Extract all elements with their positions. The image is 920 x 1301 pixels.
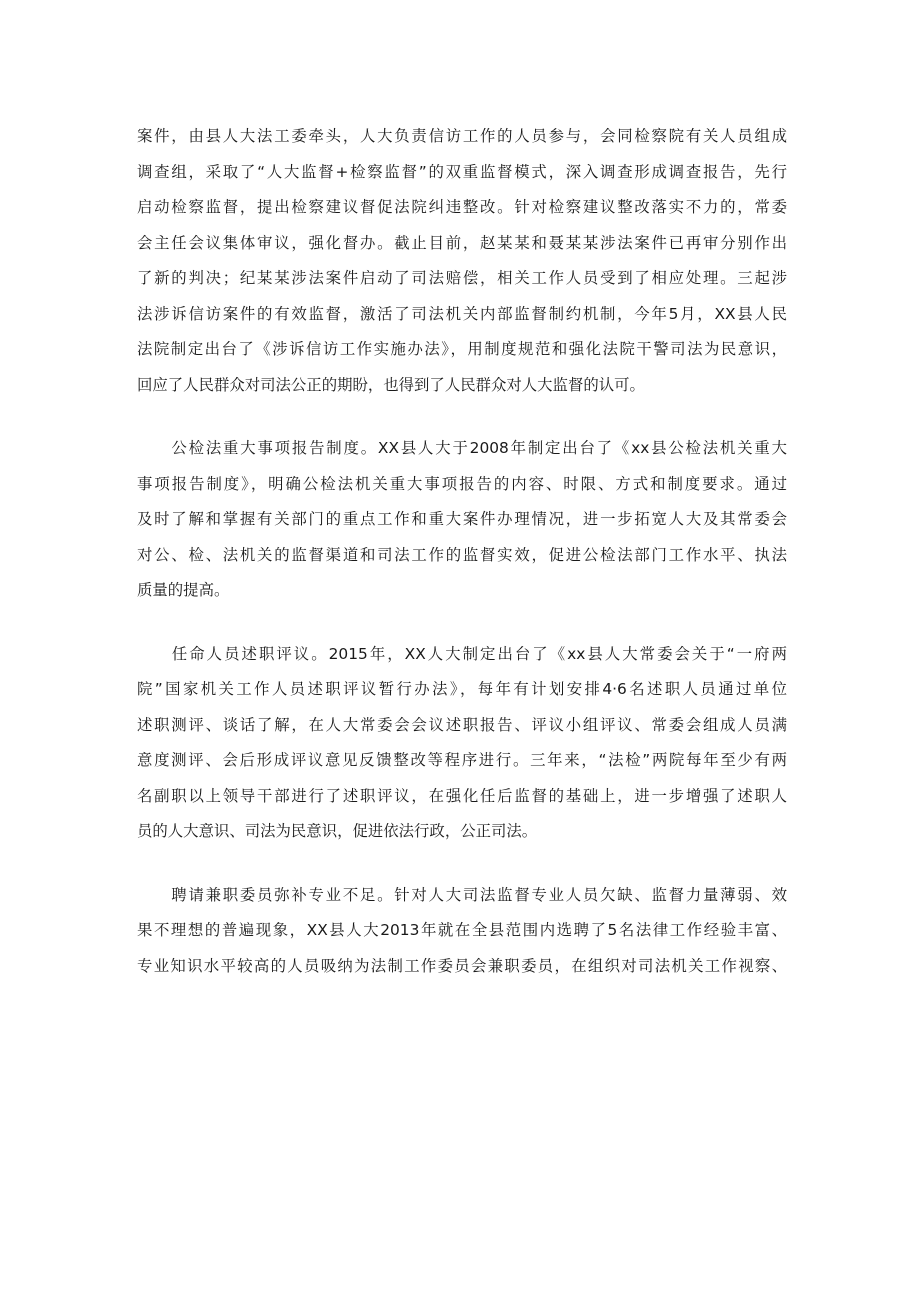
text-line: 启动检察监督，提出检察建议督促法院纠违整改。针对检察建议整改落实不力的，常委 <box>137 198 787 216</box>
text-line: 任命人员述职评议。2015年，XX人大制定出台了《xx县人大常委会关于“一府两 <box>137 644 787 663</box>
paragraph-major-matters-report <box>137 431 787 609</box>
paragraph-case-supervision <box>137 119 787 403</box>
text-line: 员的人大意识、司法为民意识，促进依法行政，公正司法。 <box>137 822 538 840</box>
text-line: 调查组，采取了“人大监督+检察监督”的双重监督模式，深入调查形成调查报告，先行 <box>137 162 787 181</box>
text-line: 了新的判决；纪某某涉法案件启动了司法赔偿，相关工作人员受到了相应处理。三起涉 <box>137 269 787 287</box>
text-line: 果不理想的普遍现象，XX县人大2013年就在全县范围内选聘了5名法律工作经验丰富、 <box>137 921 787 939</box>
text-line: 名副职以上领导干部进行了述职评议，在强化任后监督的基础上，进一步增强了述职人 <box>137 786 787 805</box>
text-line: 述职测评、谈话了解，在人大常委会会议述职报告、评议小组评议、常委会组成人员满 <box>137 715 787 734</box>
text-line: 事项报告制度》，明确公检法机关重大事项报告的内容、时限、方式和制度要求。通过 <box>137 474 787 493</box>
text-line: 案件，由县人大法工委牵头，人大负责信访工作的人员参与，会同检察院有关人员组成 <box>137 127 787 145</box>
paragraph-part-time-members <box>137 878 787 985</box>
text-line: 院”国家机关工作人员述职评议暂行办法》，每年有计划安排4·6名述职人员通过单位 <box>137 680 787 698</box>
text-line: 及时了解和掌握有关部门的重点工作和重大案件办理情况，进一步拓宽人大及其常委会 <box>137 510 787 528</box>
text-line: 会主任会议集体审议，强化督办。截止目前，赵某某和聂某某涉法案件已再审分别作出 <box>137 233 787 252</box>
paragraph-duty-report-review <box>137 637 787 850</box>
text-line: 法院制定出台了《涉诉信访工作实施办法》，用制度规范和强化法院干警司法为民意识， <box>137 340 787 358</box>
text-line: 质量的提高。 <box>137 581 230 599</box>
text-line: 聘请兼职委员弥补专业不足。针对人大司法监督专业人员欠缺、监督力量薄弱、效 <box>137 885 787 904</box>
text-line: 专业知识水平较高的人员吸纳为法制工作委员会兼职委员，在组织对司法机关工作视察、 <box>137 956 787 975</box>
document-body <box>137 119 787 1012</box>
text-line: 回应了人民群众对司法公正的期盼，也得到了人民群众对人大监督的认可。 <box>137 375 645 394</box>
text-line: 对公、检、法机关的监督渠道和司法工作的监督实效，促进公检法部门工作水平、执法 <box>137 545 787 564</box>
text-line: 公检法重大事项报告制度。XX县人大于2008年制定出台了《xx县公检法机关重大 <box>137 439 787 457</box>
text-line: 意度测评、会后形成评议意见反馈整改等程序进行。三年来，“法检”两院每年至少有两 <box>137 751 787 769</box>
text-line: 法涉诉信访案件的有效监督，激活了司法机关内部监督制约机制，今年5月，XX县人民 <box>137 304 787 323</box>
